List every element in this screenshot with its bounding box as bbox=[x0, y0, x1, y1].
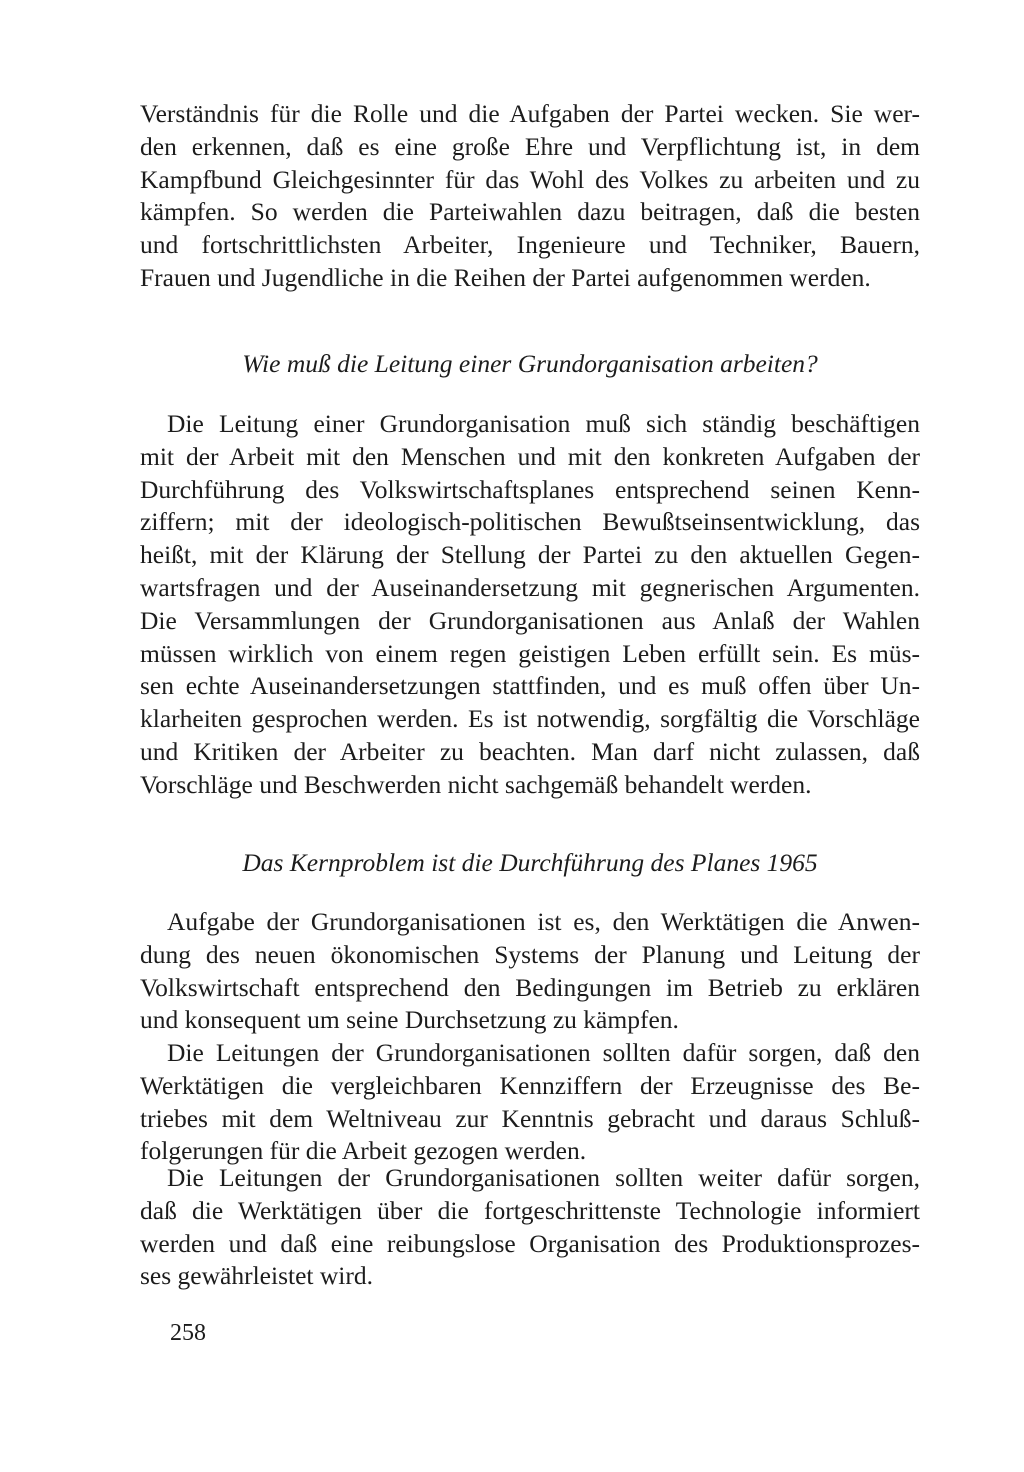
text-line: Die Versammlungen der Grundorganisationen aus Anlaß der Wahlen bbox=[140, 605, 920, 635]
text-line: kämpfen. So werden die Parteiwahlen dazu beitragen, daß die besten bbox=[140, 197, 920, 227]
text-line: daß die Werktätigen über die fortgeschrittenste Technologie informiert bbox=[140, 1195, 920, 1225]
text-line: den erkennen, daß es eine große Ehre und Verpflichtung ist, in dem bbox=[140, 131, 920, 161]
text-line: dung des neuen ökonomischen Systems der Planung und Leitung der bbox=[140, 939, 920, 969]
section-kernproblem-paragraph-1 bbox=[140, 906, 920, 1037]
text-line: und fortschrittlichsten Arbeiter, Ingenieure und Techniker, Bauern, bbox=[140, 230, 920, 260]
text-line: triebes mit dem Weltniveau zur Kenntnis gebracht und daraus Schluß- bbox=[140, 1103, 920, 1133]
text-line: Volkswirtschaft entsprechend den Bedingungen im Betrieb zu erklären bbox=[140, 972, 920, 1002]
text-line: müssen wirklich von einem regen geistigen Leben erfüllt sein. Es müs- bbox=[140, 638, 920, 668]
text-line: folgerungen für die Arbeit gezogen werden. bbox=[140, 1136, 587, 1166]
text-line: und Kritiken der Arbeiter zu beachten. Man darf nicht zulassen, daß bbox=[140, 736, 920, 766]
text-line: Werktätigen die vergleichbaren Kennziffern der Erzeugnisse des Be- bbox=[140, 1070, 920, 1100]
text-line: ziffern; mit der ideologisch-politischen Bewußtseinsentwicklung, das bbox=[140, 507, 920, 537]
text-line: Vorschläge und Beschwerden nicht sachgemäß behandelt werden. bbox=[140, 769, 812, 799]
text-line: Die Leitung einer Grundorganisation muß sich ständig beschäftigen bbox=[167, 409, 920, 438]
text-line: Durchführung des Volkswirtschaftsplanes entsprechend seinen Kenn- bbox=[140, 474, 920, 504]
text-line: ses gewährleistet wird. bbox=[140, 1261, 373, 1291]
text-line: mit der Arbeit mit den Menschen und mit den konkreten Aufgaben der bbox=[140, 441, 920, 471]
section-kernproblem-paragraph-2 bbox=[140, 1037, 920, 1168]
page-number: 258 bbox=[170, 1320, 206, 1346]
section-kernproblem-paragraph-3 bbox=[140, 1162, 920, 1293]
text-line: und konsequent um seine Durchsetzung zu kämpfen. bbox=[140, 1005, 679, 1035]
text-line: Verständnis für die Rolle und die Aufgaben der Partei wecken. Sie wer- bbox=[140, 99, 920, 128]
text-line: Aufgabe der Grundorganisationen ist es, den Werktätigen die Anwen- bbox=[167, 907, 920, 936]
section-heading-leitung: Wie muß die Leitung einer Grundorganisation arbeiten? bbox=[242, 349, 818, 378]
text-line: sen echte Auseinandersetzungen stattfinden, und es muß offen über Un- bbox=[140, 671, 920, 701]
text-line: Die Leitungen der Grundorganisationen sollten dafür sorgen, daß den bbox=[167, 1038, 920, 1067]
top-paragraph bbox=[140, 98, 920, 295]
text-line: Die Leitungen der Grundorganisationen sollten weiter dafür sorgen, bbox=[167, 1163, 920, 1192]
text-line: wartsfragen und der Auseinandersetzung mit gegnerischen Argumenten. bbox=[140, 572, 920, 602]
text-line: werden und daß eine reibungslose Organisation des Produktionsprozes- bbox=[140, 1228, 920, 1258]
text-line: klarheiten gesprochen werden. Es ist notwendig, sorgfältig die Vorschläge bbox=[140, 704, 920, 734]
section-heading-kernproblem: Das Kernproblem ist die Durchführung des Planes 1965 bbox=[242, 848, 818, 877]
text-line: heißt, mit der Klärung der Stellung der Partei zu den aktuellen Gegen- bbox=[140, 540, 920, 570]
text-line: Kampfbund Gleichgesinnter für das Wohl des Volkes zu arbeiten und zu bbox=[140, 164, 920, 194]
text-line: Frauen und Jugendliche in die Reihen der Partei aufgenommen werden. bbox=[140, 262, 871, 292]
section-leitung-paragraph bbox=[140, 408, 920, 802]
